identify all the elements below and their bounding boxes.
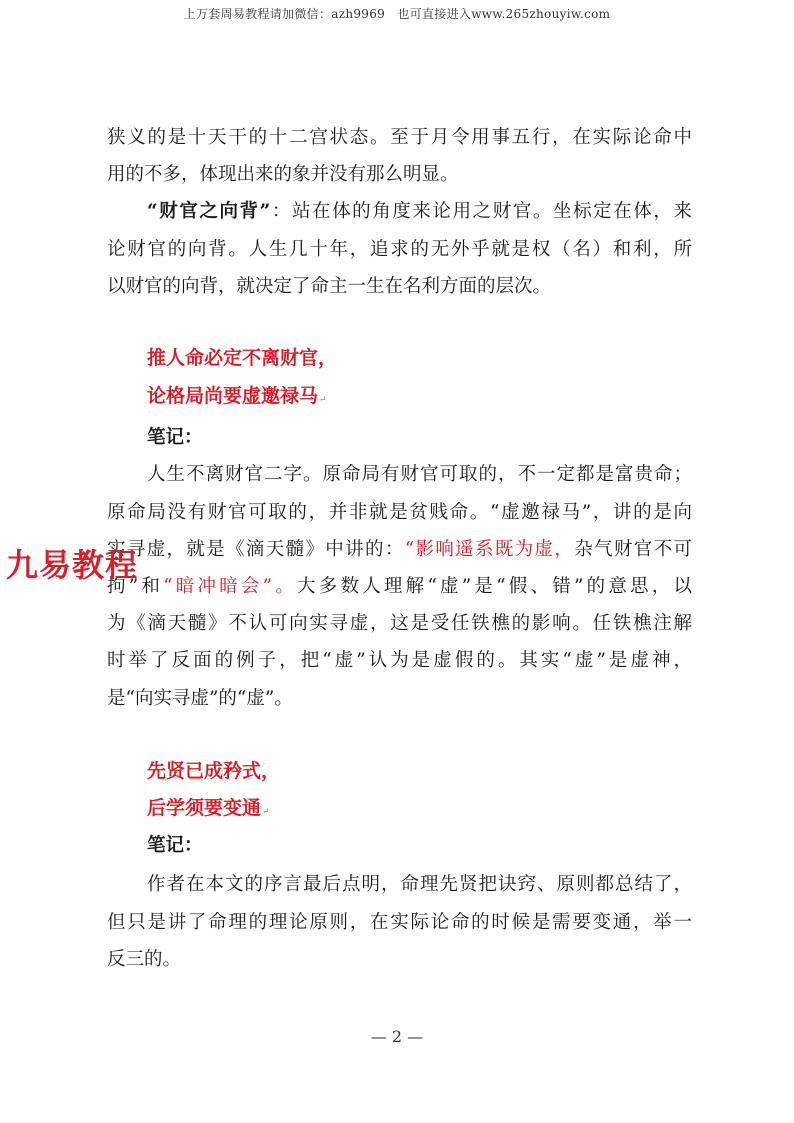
paragraph-line: 时举了反面的例子，把“虚”认为是虚假的。其实“虚”是虚神， bbox=[107, 650, 692, 671]
paragraph-line: 但只是讲了命理的理论原则，在实际论命的时候是需要变通，举一 bbox=[107, 912, 692, 933]
paragraph-line: 是“向实寻虚”的“虚”。 bbox=[107, 688, 293, 709]
paragraph-line: 以财官的向背，就决定了命主一生在名利方面的层次。 bbox=[107, 276, 552, 297]
verse-text: 后学须要变通 bbox=[147, 797, 262, 819]
verse-text: 论格局尚要虚邀禄马 bbox=[147, 385, 319, 407]
notes-label: 笔记： bbox=[147, 835, 203, 856]
paragraph-line: 反三的。 bbox=[107, 949, 182, 970]
paragraph-line: 人生不离财官二字。原命局有财官可取的，不一定都是富贵命； bbox=[147, 464, 692, 485]
verse-line bbox=[147, 795, 692, 825]
paragraph-line: 原命局没有财官可取的，并非就是贫贱命。“虚邀禄马”，讲的是向 bbox=[107, 502, 692, 523]
paragraph-line: 用的不多，体现出来的象并没有那么明显。 bbox=[107, 164, 459, 185]
paragraph-line: 狭义的是十天干的十二宫状态。至于月令用事五行，在实际论命中 bbox=[107, 127, 692, 148]
verse-line: 推人命必定不离财官， bbox=[147, 347, 338, 369]
paragraph-line: 作者在本文的序言最后点明，命理先贤把诀窍、原则都总结了， bbox=[147, 874, 692, 895]
term-explanation: ：站在体的角度来论用之财官。坐标定在体，来 bbox=[270, 201, 692, 222]
text-run: 大多数人理解“虚”是“假、错”的意思，以 bbox=[297, 576, 692, 597]
verse-line bbox=[147, 383, 692, 413]
watermark-logo: 九易教程 bbox=[6, 546, 139, 584]
quote-highlight: “影响遥系既为虚， bbox=[404, 539, 575, 560]
paragraph-line: 论财官的向背。人生几十年，追求的无外乎就是权（名）和利，所 bbox=[107, 239, 692, 260]
term-caiguan-xiangbei: “财官之向背” bbox=[147, 201, 271, 222]
page-number: — 2 — bbox=[370, 1027, 424, 1046]
notes-label: 笔记： bbox=[147, 427, 203, 448]
paragraph-line bbox=[147, 199, 692, 225]
text-run: 杂气财官不可 bbox=[574, 539, 692, 560]
verse-line: 先贤已成矜式， bbox=[147, 760, 281, 782]
text-run: 实寻虚，就是《滴天髓》中讲的： bbox=[107, 539, 405, 560]
paragraph-line bbox=[107, 574, 692, 600]
paragraph-line bbox=[107, 537, 692, 563]
paragraph-mark-icon: ↵ bbox=[319, 395, 327, 405]
page-header-ad: 上万套周易教程请加微信：azh9969 也可直接进入www.265zhouyiw.com bbox=[183, 7, 611, 21]
quote-highlight: “暗冲暗会”。 bbox=[163, 576, 298, 597]
text-run: 拘”和 bbox=[107, 576, 164, 597]
paragraph-line: 为《滴天髓》不认可向实寻虚，这是受任铁樵的影响。任铁樵注解 bbox=[107, 613, 692, 634]
paragraph-mark-icon: ↵ bbox=[262, 807, 270, 817]
